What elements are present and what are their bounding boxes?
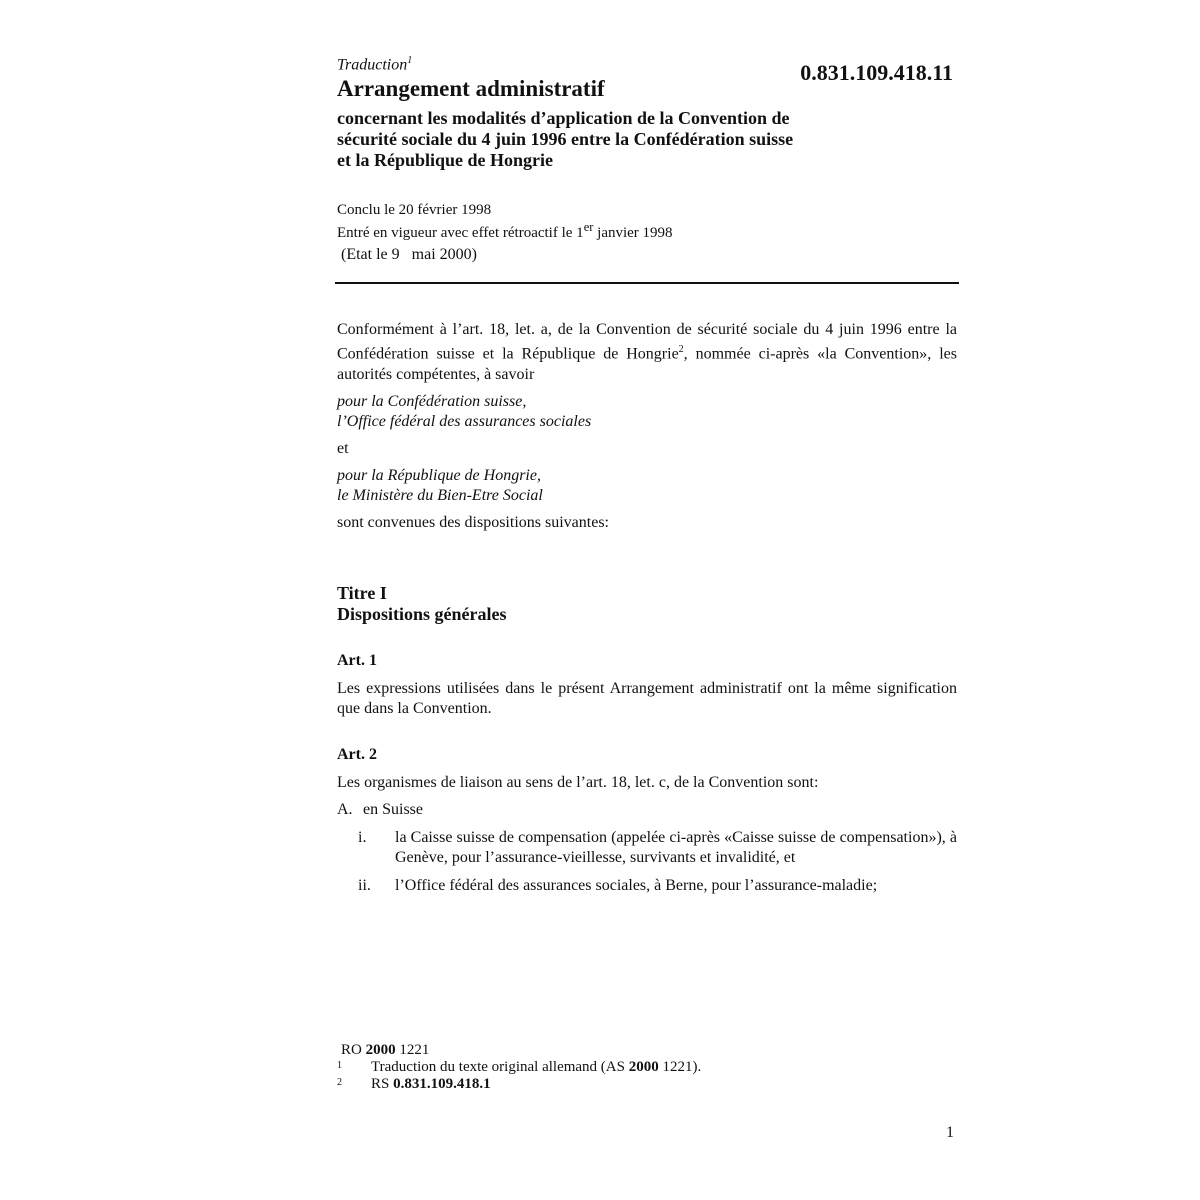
list-marker: A. <box>337 800 353 818</box>
preamble-closing: sont convenues des dispositions suivantes: <box>337 513 609 531</box>
ro-prefix: RO <box>341 1042 366 1058</box>
article-1-text: Les expressions utilisées dans le présent Arrangement administratif ont la même signification que dans la Convention. <box>337 679 957 717</box>
party-line: l’Office fédéral des assurances sociales <box>337 412 592 430</box>
title-number: Titre I <box>337 582 387 603</box>
footnote-sr-number[interactable]: 0.831.109.418.1 <box>393 1076 491 1092</box>
article-2-intro: Les organismes de liaison au sens de l’art. 18, let. c, de la Convention sont: <box>337 773 819 791</box>
ro-year: 2000 <box>365 1042 396 1058</box>
document-dates <box>337 202 957 242</box>
preamble-paragraph <box>337 320 957 384</box>
list-item-text: la Caisse suisse de compensation (appelée ci-après «Caisse suisse de compensation»), à Genève, pour l’assurance-vieillesse, survivants et invalidité, et <box>395 828 957 866</box>
entry-into-force <box>337 219 957 242</box>
list-group-label: en Suisse <box>363 800 423 818</box>
ro-page: 1221 <box>395 1042 430 1058</box>
footnote-text-end: 1221). <box>658 1059 702 1075</box>
translation-label-text: Traduction <box>337 56 408 74</box>
subtitle-line: sécurité sociale du 4 juin 1996 entre la Confédération suisse <box>337 129 794 150</box>
document-title: Arrangement administratif <box>337 76 605 102</box>
party-line: pour la République de Hongrie, <box>337 466 541 484</box>
entry-into-force-text: Entré en vigueur avec effet rétroactif le 1 <box>337 225 584 242</box>
header-divider <box>335 282 959 284</box>
title-heading <box>337 583 957 625</box>
document-header <box>337 52 957 265</box>
preamble-text-continued: , nommée ci-après «la Convention», les autorités compétentes, à savoir <box>337 345 957 383</box>
footnotes <box>337 1042 957 1093</box>
sr-number: 0.831.109.418.11 <box>800 60 953 85</box>
subtitle-line: concernant les modalités d’application de la Convention de <box>337 108 790 129</box>
document-body <box>337 320 957 895</box>
footnote-text: RS <box>371 1076 394 1092</box>
footnote-number: 2 <box>337 1077 342 1088</box>
list-item <box>337 828 957 868</box>
party-line: le Ministère du Bien-Etre Social <box>337 486 543 504</box>
footnote-ref-1[interactable]: 1 <box>407 55 413 66</box>
footnote-1 <box>337 1059 957 1076</box>
footnote-number: 1 <box>337 1060 342 1071</box>
entry-into-force-month: janvier 1998 <box>593 225 673 242</box>
article-1-heading: Art. 1 <box>337 651 377 669</box>
conjunction: et <box>337 439 349 457</box>
ordinal-suffix: er <box>583 220 594 235</box>
list-marker: i. <box>358 828 367 846</box>
preamble-text: Conformément à l’art. 18, let. a, de la Convention de sécurité sociale du 4 juin 1996 entre la Confédération suisse et la République de Hongrie <box>337 321 957 363</box>
concluded-date: Conclu le 20 février 1998 <box>337 202 492 219</box>
footnote-text: Traduction du texte original allemand (AS <box>371 1059 629 1075</box>
article-2-heading: Art. 2 <box>337 745 377 763</box>
footnote-ref-2[interactable]: 2 <box>678 344 684 356</box>
footnote-2 <box>337 1076 957 1093</box>
party-line: pour la Confédération suisse, <box>337 392 527 410</box>
list-group-switzerland <box>337 800 957 820</box>
footnote-year: 2000 <box>628 1059 659 1075</box>
page-number: 1 <box>946 1124 954 1141</box>
party-switzerland <box>337 392 957 432</box>
list-item-text: l’Office fédéral des assurances sociales, à Berne, pour l’assurance-maladie; <box>395 876 878 894</box>
party-hungary <box>337 466 957 506</box>
official-collection-ref <box>337 1042 957 1059</box>
title-name: Dispositions générales <box>337 603 507 624</box>
document-subtitle <box>337 108 877 171</box>
list-marker: ii. <box>358 876 371 894</box>
subtitle-line: et la République de Hongrie <box>337 150 554 171</box>
list-item <box>337 876 957 896</box>
status-date: (Etat le 9 mai 2000) <box>341 246 477 264</box>
document-page <box>337 52 957 904</box>
